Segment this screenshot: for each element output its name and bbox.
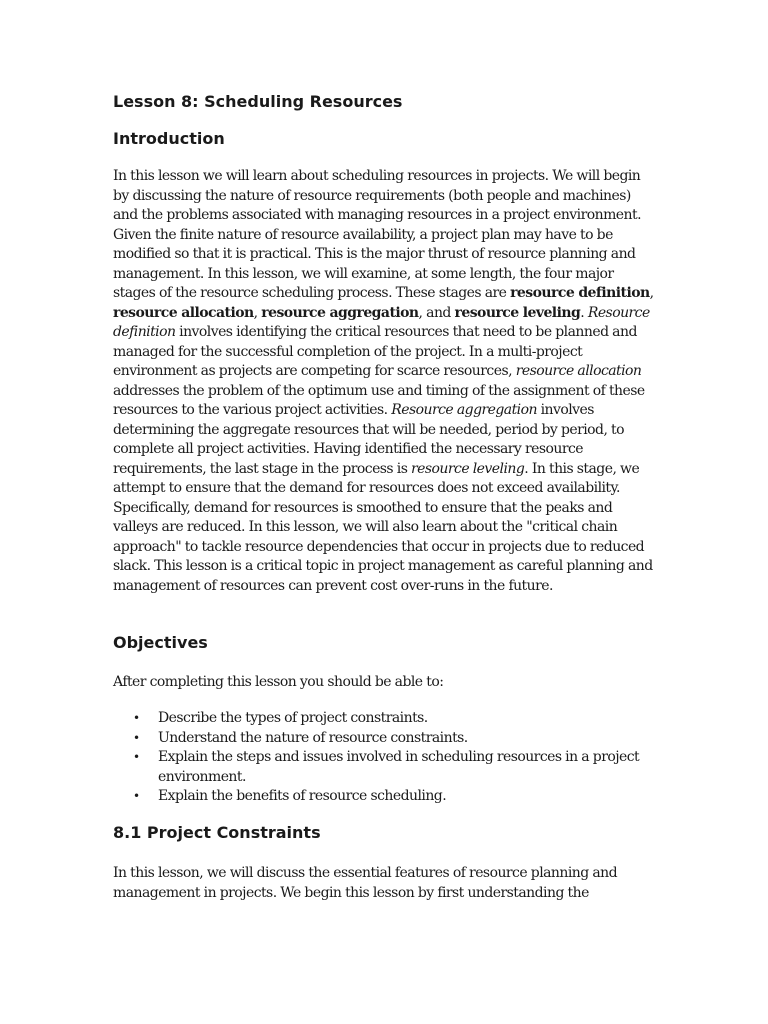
introduction-heading: Introduction — [113, 129, 225, 148]
bullet-icon: • — [133, 789, 140, 803]
italic-resource-definition: Resource definition — [113, 304, 650, 340]
italic-resource-allocation: resource allocation — [515, 363, 642, 379]
intro-text: In this lesson we will learn about scheduling resources in projects. We will begin by discussing the nature of resource requirements (both people and machines) and the problems associated with managing resources in a project environment. Given the finite nature of resource availability, a project plan may have to be modified so that it is practical. This is the major thrust of resource planning and management. In this lesson, we will examine, at some length, the four major stages of the resource scheduling process. These stages are — [113, 168, 641, 301]
list-item — [133, 787, 658, 807]
bullet-icon: • — [133, 750, 140, 764]
objective-text: Explain the benefits of resource scheduling. — [158, 788, 447, 804]
intro-text: , — [649, 285, 654, 301]
lesson-title: Lesson 8: Scheduling Resources — [113, 92, 403, 111]
intro-text: addresses the problem of the optimum use and timing of the assignment of these resources to the various project activities. — [113, 382, 645, 418]
objective-text: Describe the types of project constraints. — [158, 710, 428, 726]
intro-text: . — [580, 304, 588, 321]
intro-text: involves determining the aggregate resources that will be needed, period by period, to complete all project activities. Having identified the necessary resource requirements, the last stage in the process is — [113, 402, 625, 477]
objectives-heading: Objectives — [113, 633, 208, 652]
objectives-list — [113, 709, 658, 807]
bullet-icon: • — [133, 711, 140, 725]
italic-resource-leveling: resource leveling — [411, 460, 525, 477]
project-constraints-paragraph: In this lesson, we will discuss the essential features of resource planning and management in projects. We begin this lesson by first understanding the — [113, 865, 618, 901]
term-resource-definition: resource definition — [510, 285, 650, 301]
intro-text: , and — [418, 304, 455, 321]
term-resource-aggregation: resource aggregation — [261, 304, 419, 321]
intro-text: involves identifying the critical resources that need to be planned and managed for the successful completion of the project. In a multi-project environment as projects are competing for scarce resources, — [113, 324, 637, 379]
intro-text: , — [253, 304, 262, 321]
project-constraints-heading: 8.1 Project Constraints — [113, 823, 321, 842]
term-resource-allocation: resource allocation — [113, 304, 254, 321]
list-item — [133, 709, 658, 729]
introduction-paragraph — [113, 167, 658, 596]
bullet-icon: • — [133, 730, 140, 745]
intro-text: . In this stage, we attempt to ensure that the demand for resources does not exceed availability. Specifically, demand for resources is smoothed to ensure that the peaks and valleys are reduced. In this lesson, we will also learn about the "critical chain approach" to tackle resource dependencies that occur in projects due to reduced slack. This lesson is a critical topic in project management as careful planning and management of resources can prevent cost over-runs in the future. — [113, 460, 653, 594]
term-resource-leveling: resource leveling — [454, 304, 581, 321]
objectives-intro: After completing this lesson you should be able to: — [113, 674, 444, 690]
objective-text: Understand the nature of resource constraints. — [158, 729, 468, 746]
list-item — [133, 748, 658, 787]
objective-text: Explain the steps and issues involved in scheduling resources in a project environment. — [158, 749, 640, 785]
italic-resource-aggregation: Resource aggregation — [391, 402, 537, 418]
list-item — [133, 729, 658, 749]
